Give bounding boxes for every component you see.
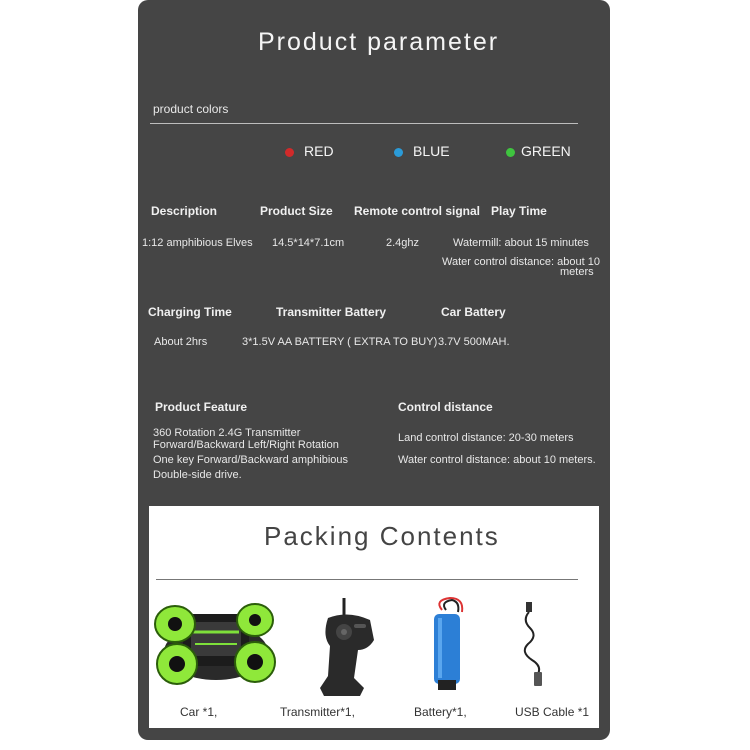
product-feature-header: Product Feature <box>155 400 248 414</box>
play-time-header: Play Time <box>491 204 547 218</box>
feature-line: Forward/Backward Left/Right Rotation <box>153 439 339 451</box>
description-value: 1:12 amphibious Elves <box>142 237 253 249</box>
divider <box>150 123 578 124</box>
charging-time-header: Charging Time <box>148 305 232 319</box>
red-swatch-icon <box>285 148 294 157</box>
rc-car-icon <box>153 592 279 690</box>
land-distance-value: Land control distance: 20-30 meters <box>398 432 574 444</box>
blue-swatch-icon <box>394 148 403 157</box>
transmitter-battery-header: Transmitter Battery <box>276 305 387 319</box>
water-distance-value: Water control distance: about 10 <box>442 256 600 268</box>
feature-line: Double-side drive. <box>153 469 242 481</box>
description-header: Description <box>151 204 218 218</box>
product-size-value: 14.5*14*7.1cm <box>272 237 345 249</box>
feature-line: One key Forward/Backward amphibious <box>153 454 349 466</box>
product-size-header: Product Size <box>260 204 333 218</box>
car-battery-value: 3.7V 500MAH. <box>438 336 510 348</box>
charging-time-value: About 2hrs <box>154 336 208 348</box>
control-distance-header: Control distance <box>398 400 493 414</box>
product-colors-label: product colors <box>153 102 229 116</box>
remote-signal-value: 2.4ghz <box>386 237 420 249</box>
play-time-value: Watermill: about 15 minutes <box>453 237 589 249</box>
remote-signal-header: Remote control signal <box>354 204 481 218</box>
packing-item-label: Transmitter*1, <box>280 705 355 719</box>
packing-item-label: Car *1, <box>180 705 218 719</box>
color-red-label: RED <box>304 143 334 159</box>
packing-item-label: USB Cable *1 <box>515 705 590 719</box>
battery-icon <box>424 596 474 692</box>
transmitter-battery-value: 3*1.5V AA BATTERY ( EXTRA TO BUY) <box>242 336 438 348</box>
green-swatch-icon <box>506 148 515 157</box>
car-battery-header: Car Battery <box>441 305 506 319</box>
page-title: Product parameter <box>258 28 500 56</box>
color-blue-label: BLUE <box>413 143 450 159</box>
water-distance-unit: meters <box>560 266 594 278</box>
packing-title: Packing Contents <box>264 521 500 551</box>
divider <box>156 579 578 580</box>
water-control-value: Water control distance: about 10 meters. <box>398 454 596 466</box>
color-green-label: GREEN <box>521 143 571 159</box>
packing-item-label: Battery*1, <box>414 705 467 719</box>
feature-line: 360 Rotation 2.4G Transmitter <box>153 427 301 439</box>
transmitter-icon <box>314 596 380 698</box>
usb-cable-icon <box>516 600 552 690</box>
